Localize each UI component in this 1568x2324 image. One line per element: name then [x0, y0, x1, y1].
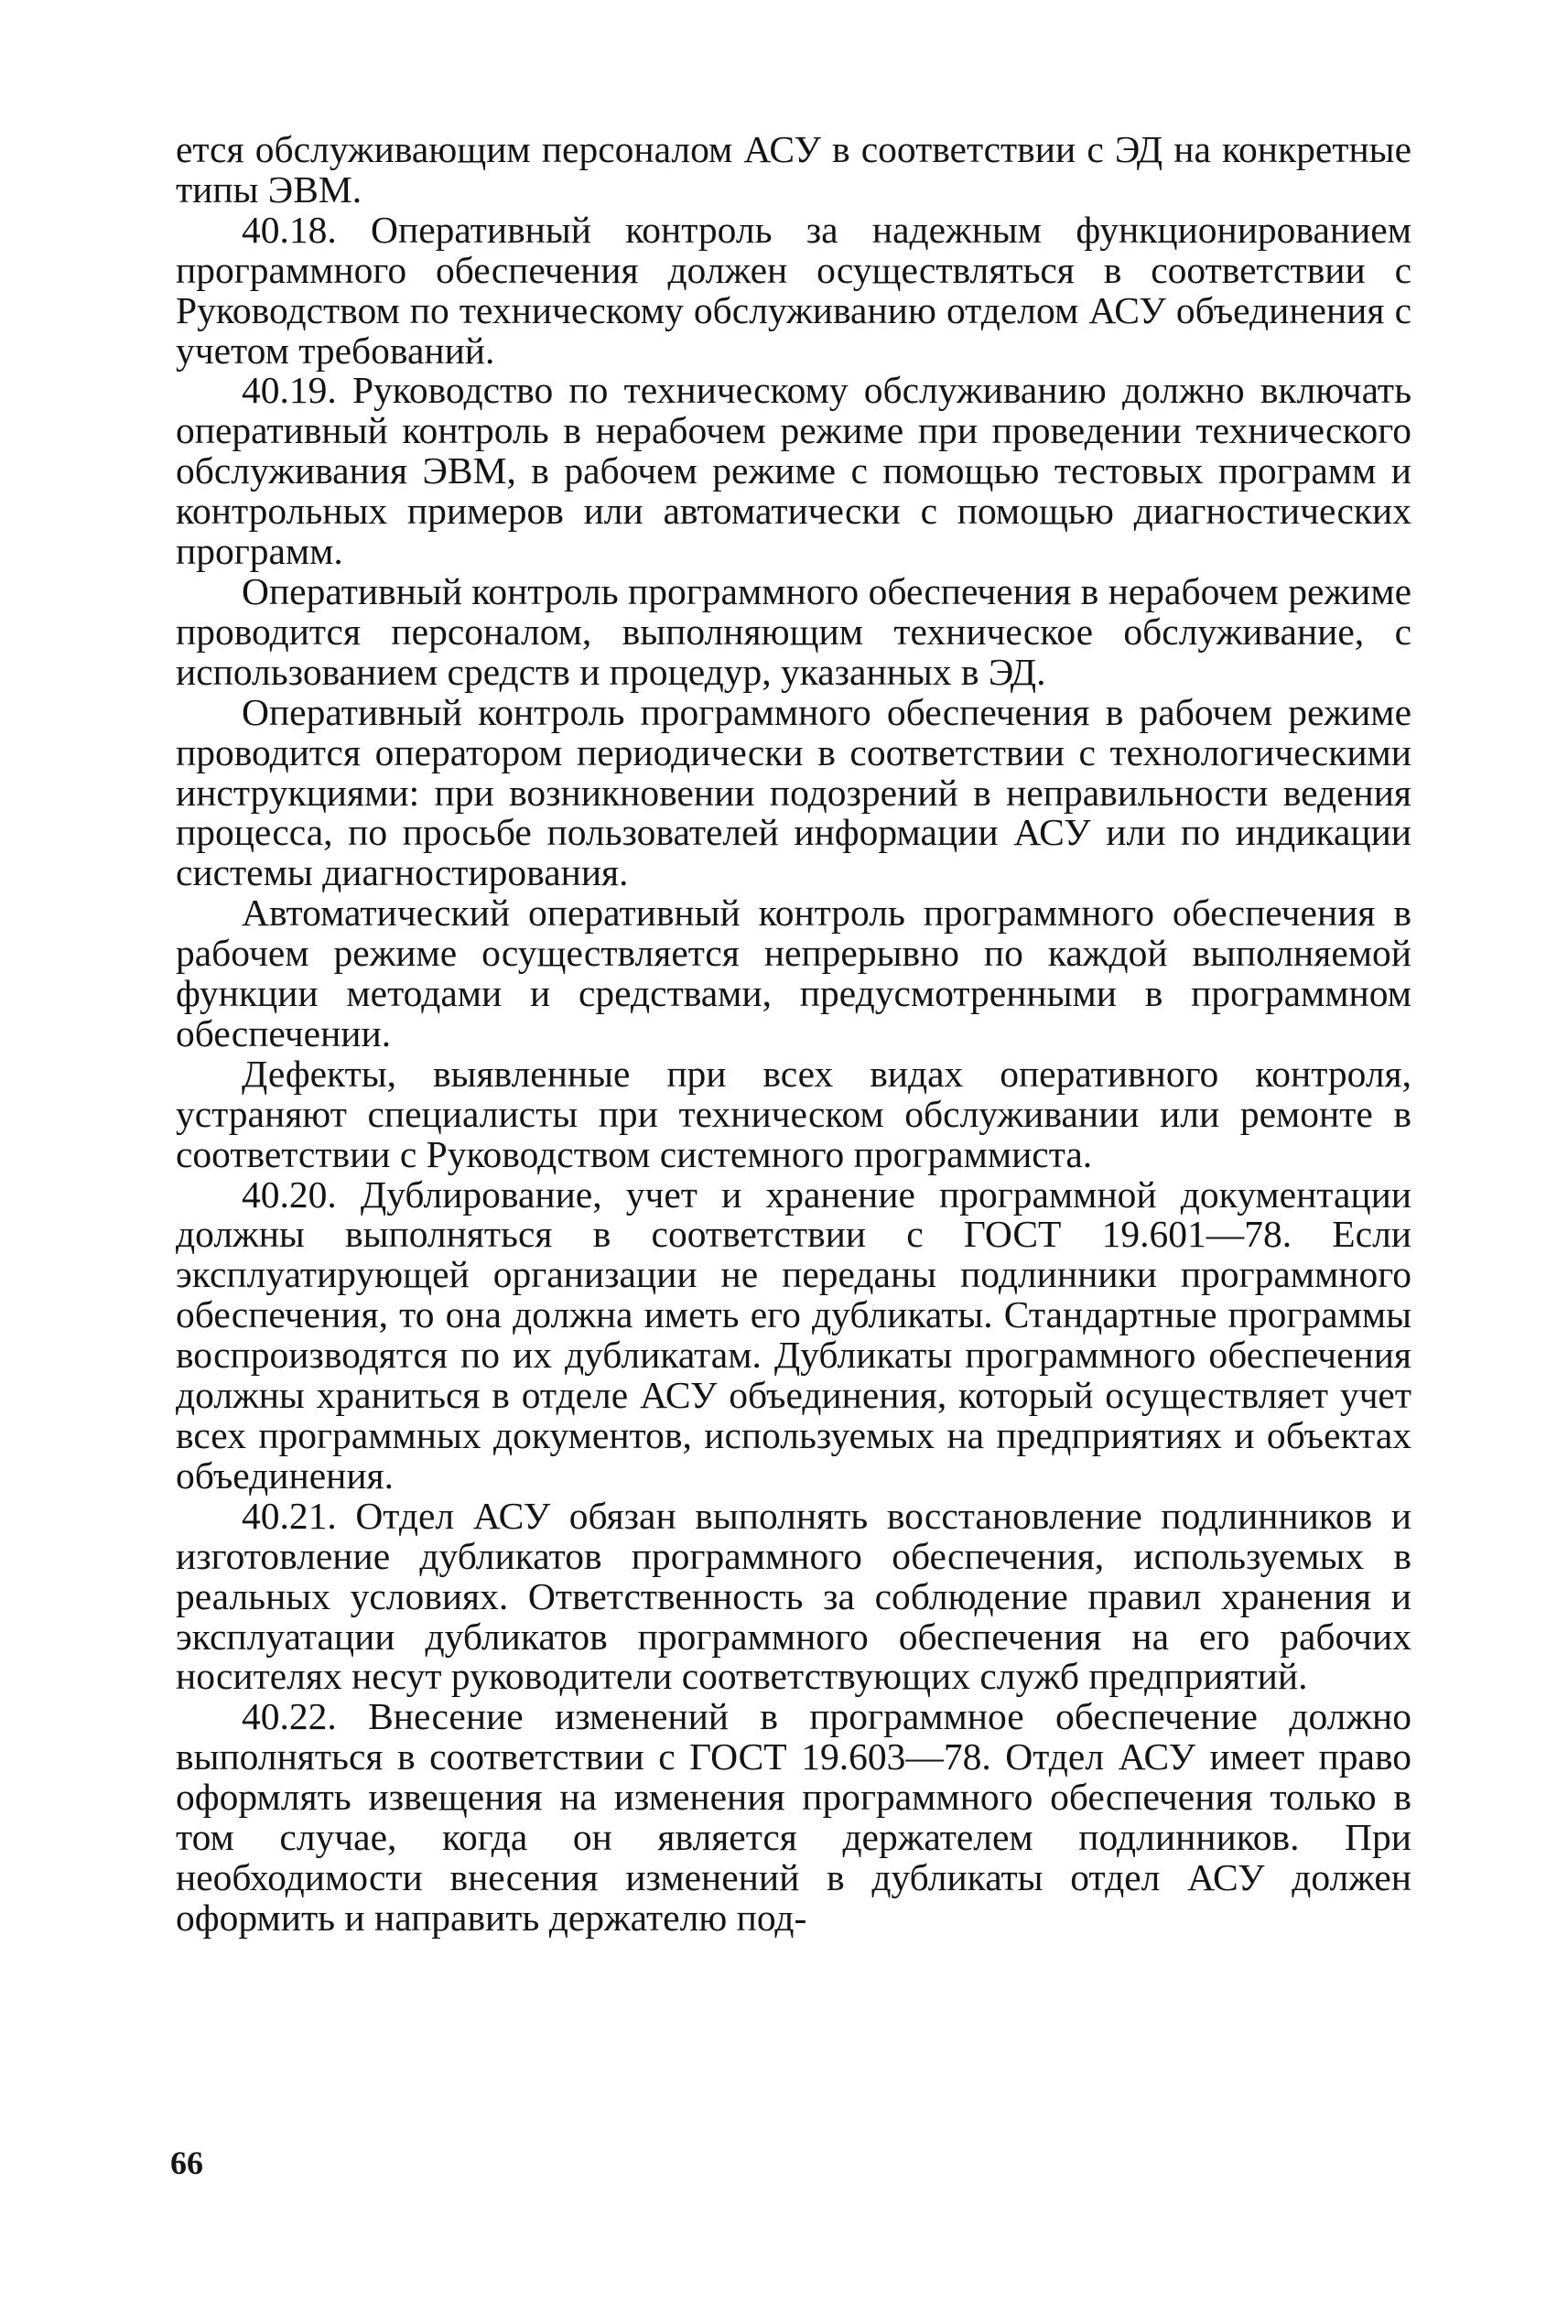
- paragraph-defects: Дефекты, выявленные при всех видах оперативного контроля, устраняют специалисты при техническом обслуживании или ремонте в соответствии с Руководством системного программиста.: [176, 1052, 1411, 1175]
- body-text: [176, 130, 1411, 1939]
- paragraph-40-18: 40.18. Оперативный контроль за надежным функционированием программного обеспечения должен осуществляться в соответствии с Руководством по техническому обслуживанию отделом АСУ объединения с учетом требований.: [176, 208, 1411, 372]
- paragraph-40-19: 40.19. Руководство по техническому обслуживанию должно включать оперативный контроль в нерабочем режиме при проведении технического обслуживания ЭВМ, в рабочем режиме с помощью тестовых программ и контрольных примеров или автоматически с помощью диагностических программ.: [176, 369, 1411, 573]
- paragraph-40-21: 40.21. Отдел АСУ обязан выполнять восстановление подлинников и изготовление дубликатов программного обеспечения, используемых в реальных условиях. Ответственность за соблюдение правил хранения и эксплуатации дубликатов программного обеспечения на его рабочих носителях несут руководители соответствующих служб предприятий.: [176, 1494, 1411, 1698]
- page-number: 66: [170, 2145, 203, 2181]
- paragraph-40-22: 40.22. Внесение изменений в программное обеспечение должно выполняться в соответствии с ГОСТ 19.603—78. Отдел АСУ имеет право оформлять извещения на изменения программного обеспечения только в том случае, когда он является держателем подлинников. При необходимости внесения изменений в дубликаты отдел АСУ должен оформить и направить держателю под-: [176, 1695, 1411, 1939]
- paragraph-working-mode: Оперативный контроль программного обеспечения в рабочем режиме проводится оператором периодически в соответствии с технологическими инструкциями: при возникновении подозрений в неправильности ведения процесса, по просьбе пользователей информации АСУ или по индикации системы диагностирования.: [176, 690, 1411, 894]
- paragraph-continuation: ется обслуживающим персоналом АСУ в соответствии с ЭД на конкретные типы ЭВМ.: [176, 128, 1411, 211]
- paragraph-40-20: 40.20. Дублирование, учет и хранение программной документации должны выполняться в соответствии с ГОСТ 19.601—78. Если эксплуатирующей организации не переданы подлинники программного обеспечения, то она должна иметь его дубликаты. Стандартные программы воспроизводятся по их дубликатам. Дубликаты программного обеспечения должны храниться в отделе АСУ объединения, который осуществляет учет всех программных документов, используемых на предприятиях и объектах объединения.: [176, 1173, 1411, 1497]
- paragraph-nonworking-mode: Оперативный контроль программного обеспечения в нерабочем режиме проводится персоналом, выполняющим техническое обслуживание, с использованием средств и процедур, указанных в ЭД.: [176, 569, 1411, 693]
- paragraph-automatic-control: Автоматический оперативный контроль программного обеспечения в рабочем режиме осуществляется непрерывно по каждой выполняемой функции методами и средствами, предусмотренными в программном обеспечении.: [176, 892, 1411, 1054]
